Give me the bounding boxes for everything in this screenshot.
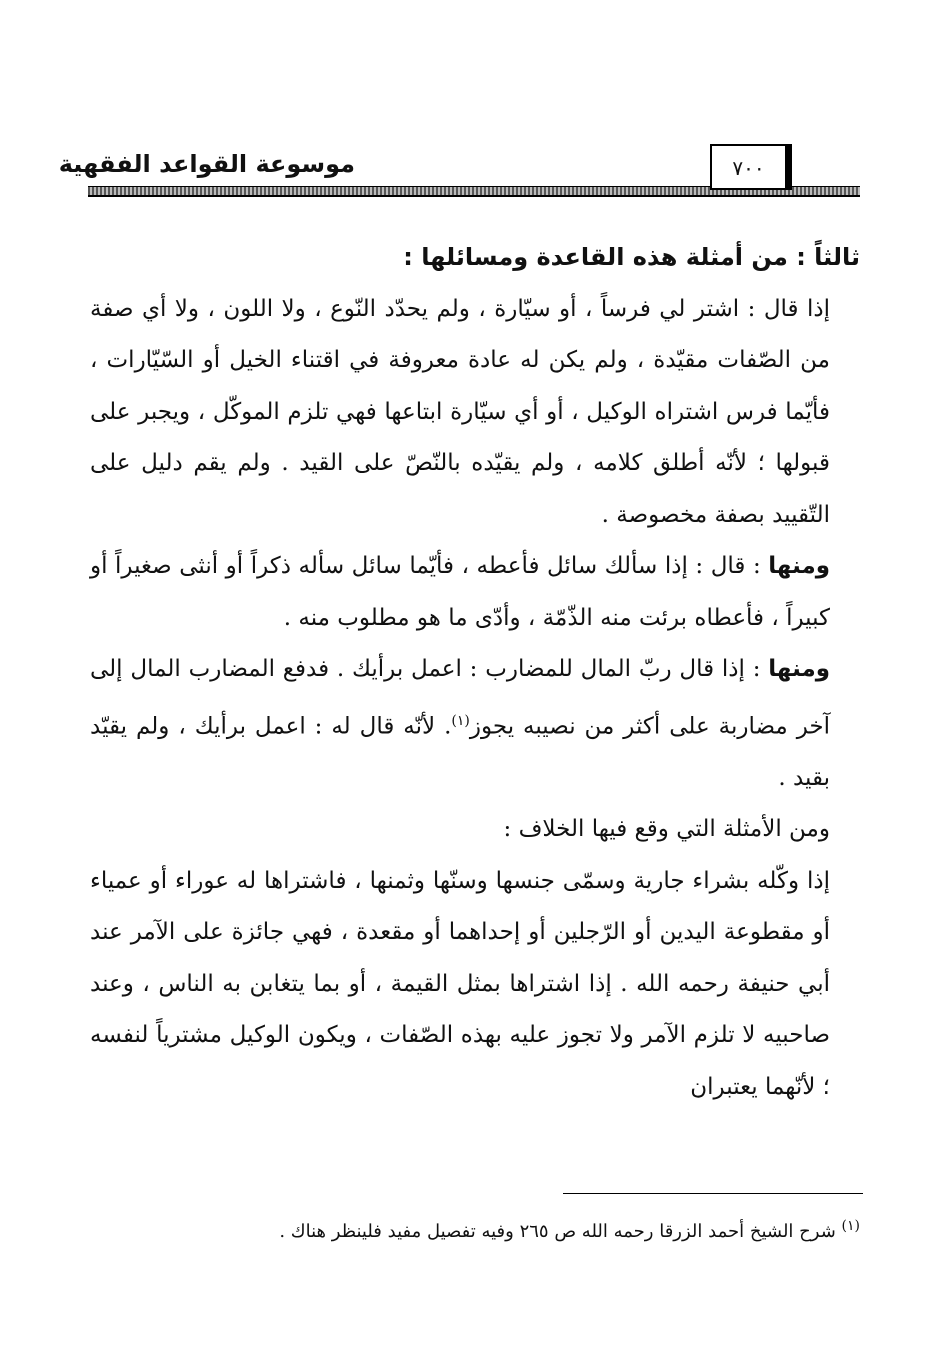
paragraph-2-lead: ومنها [768, 553, 830, 579]
page-header [58, 150, 860, 200]
section-heading: ثالثاً : من أمثلة هذه القاعدة ومسائلها : [403, 243, 860, 271]
paragraph-2-text: : قال : إذا سألك سائل فأعطه ، فأيّما سائل سأله ذكراً أو أنثى صغيراً أو كبيراً ، فأعطاه برئت منه الذّمّة ، وأدّى ما هو مطلوب منه . [90, 553, 830, 631]
paragraph-3-lead: ومنها [768, 656, 830, 682]
paragraph-3-text-after: . لأنّه قال له : اعمل برأيك ، ولم يقيّد بقيد . [90, 713, 830, 791]
footnote-reference: (١) [451, 712, 470, 729]
footnote-text: شرح الشيخ أحمد الزرقا رحمه الله ص ٢٦٥ وفيه تفصيل مفيد فلينظر هناك . [279, 1221, 836, 1242]
page-body [90, 232, 860, 1113]
page-number-box [710, 144, 792, 190]
page-number: ٧٠٠ [732, 156, 765, 180]
paragraph-3-text: : إذا قال ربّ المال للمضارب : اعمل برأيك . فدفع المضارب المال إلى آخر مضاربة على أكثر من نصيبه يجوز [90, 656, 830, 740]
footnote-marker: (١) [841, 1218, 860, 1234]
paragraph-3 [90, 644, 860, 804]
book-title: موسوعة القواعد الفقهية [58, 150, 355, 178]
footnote [90, 1218, 860, 1242]
footnote-rule [563, 1193, 863, 1194]
paragraph-5: إذا وكّله بشراء جارية وسمّى جنسها وسنّها وثمنها ، فاشتراها له عوراء أو عمياء أو مقطوعة اليدين أو الرّجلين أو إحداهما أو مقعدة ، فهي جائزة على الآمر عند أبي حنيفة رحمه الله . إذا اشتراها بمثل القيمة ، أو بما يتغابن به الناس ، وعند صاحبيه لا تلزم الآمر ولا تجوز عليه بهذه الصّفات ، ويكون الوكيل مشترياً لنفسه ؛ لأنّهما يعتبران [90, 867, 830, 1100]
paragraph-1: إذا قال : اشتر لي فرساً ، أو سيّارة ، ولم يحدّد النّوع ، ولا اللون ، ولا أي صفة من الصّفات مقيّدة ، ولم يكن له عادة معروفة في اقتناء الخيل أو السّيّارات ، فأيّما فرس اشتراه الوكيل ، أو أي سيّارة ابتاعها فهي تلزم الموكّل ، ويجبر على قبولها ؛ لأنّه أطلق كلامه ، ولم يقيّده بالنّصّ على القيد . ولم يقم دليل على التّقييد بصفة مخصوصة . [90, 295, 830, 528]
paragraph-2 [90, 541, 860, 644]
paragraph-4: ومن الأمثلة التي وقع فيها الخلاف : [503, 816, 830, 843]
